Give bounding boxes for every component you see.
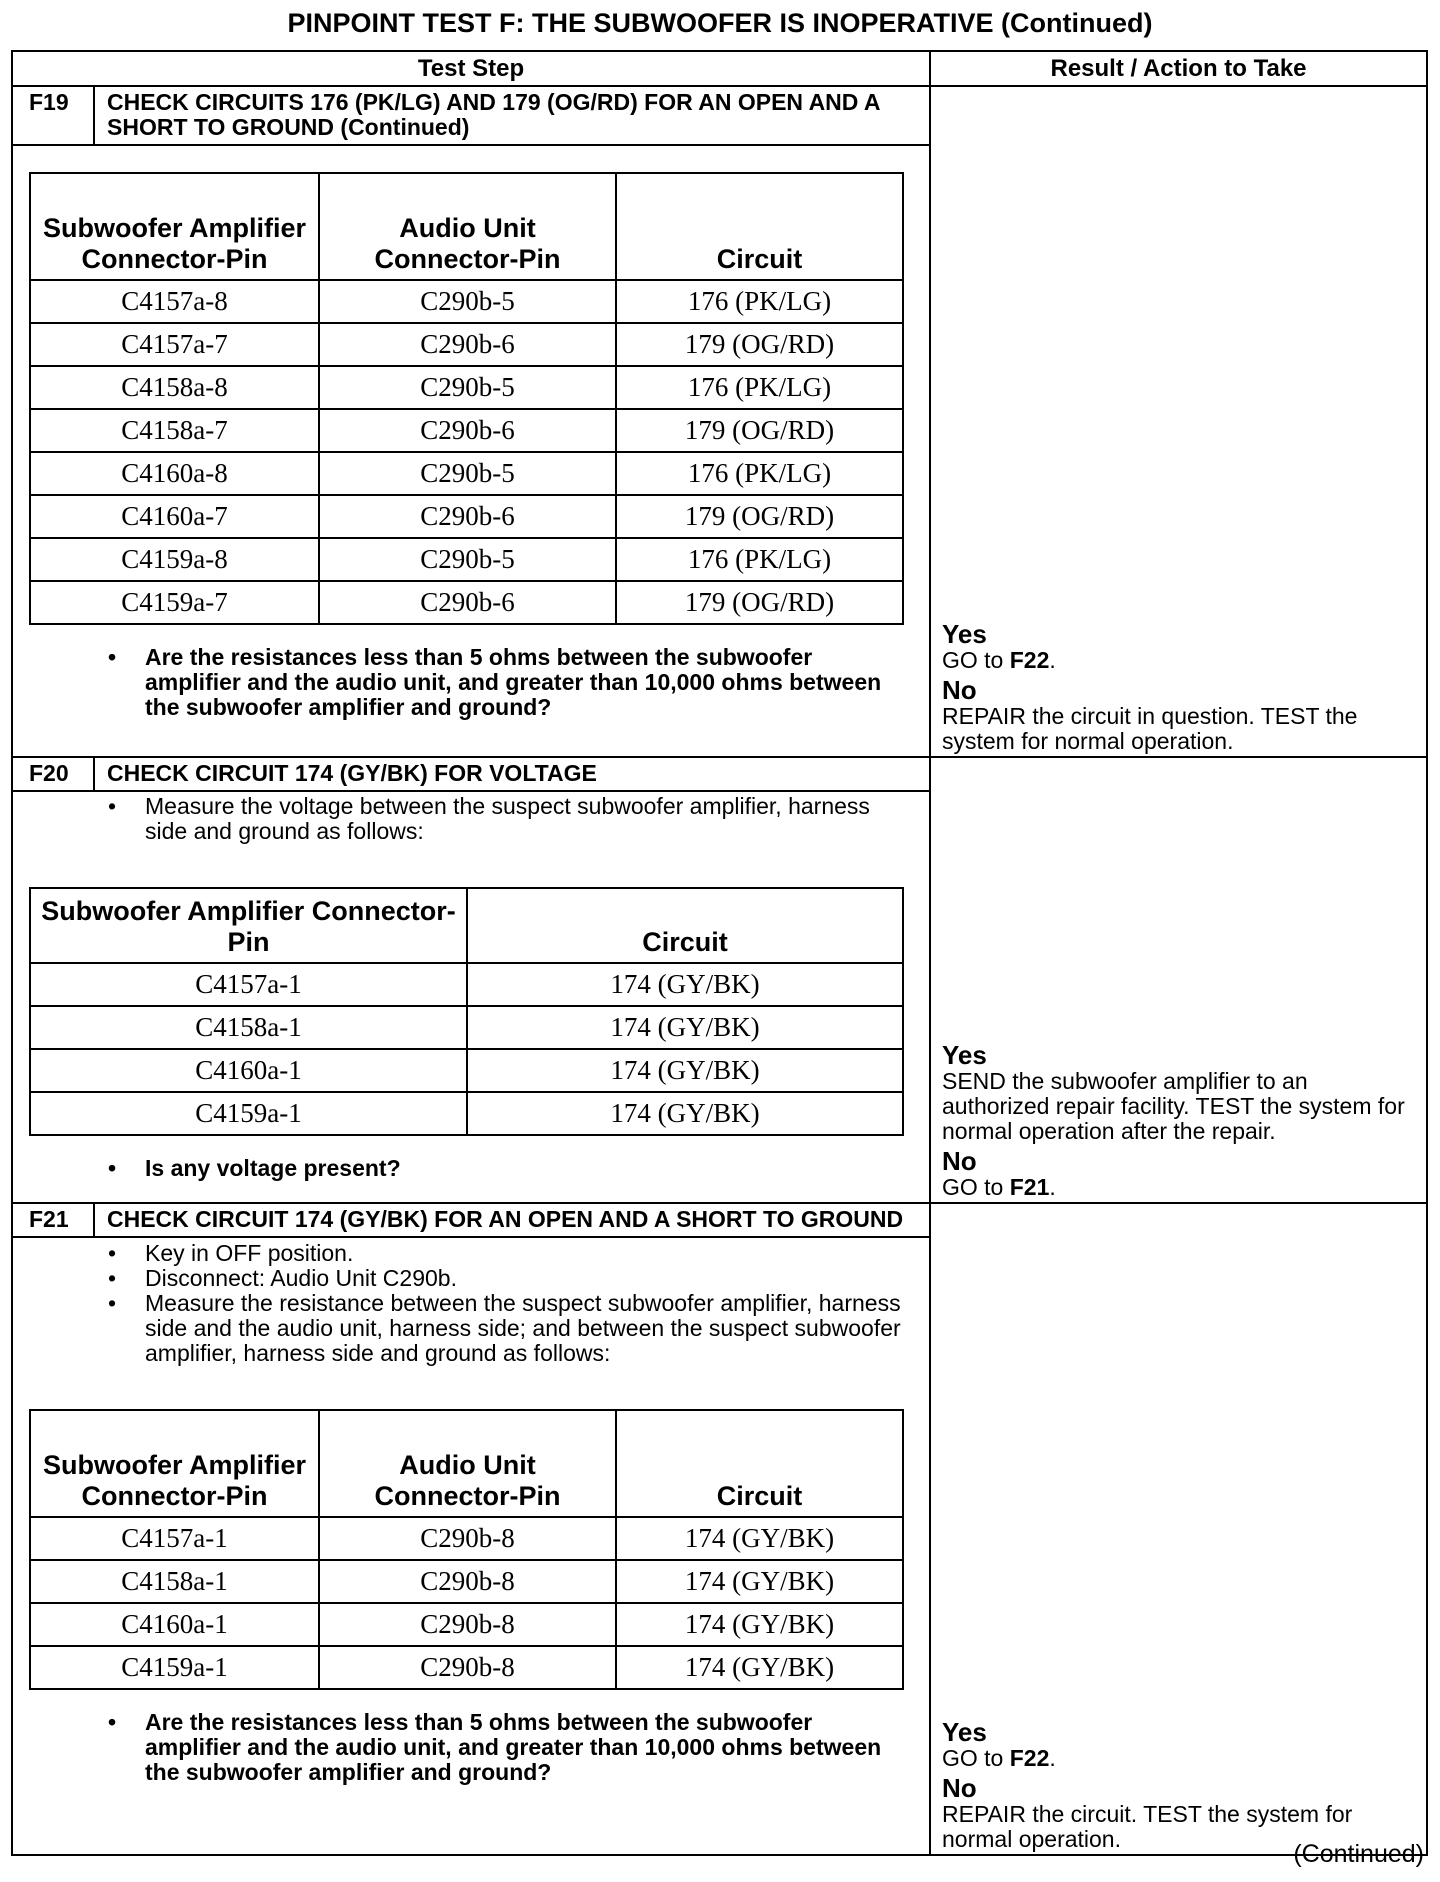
- table-body: [30, 280, 903, 624]
- table-cell: C4159a-7: [30, 581, 319, 624]
- table-row: [30, 1517, 903, 1560]
- step-row-f20: [12, 757, 1427, 1203]
- pinpoint-test-table: [11, 50, 1428, 1856]
- col-header: Circuit: [467, 888, 903, 963]
- table-cell: C290b-8: [319, 1517, 616, 1560]
- no-action: REPAIR the circuit in question. TEST the system for normal operation.: [942, 703, 1358, 754]
- result-cell-f21: [930, 1203, 1427, 1855]
- table-row: [30, 1560, 903, 1603]
- table-header-row: [30, 173, 903, 280]
- instruction: • Measure the voltage between the suspect subwoofer amplifier, harness side and ground as follows:: [13, 794, 909, 844]
- step-reference: F22: [1009, 647, 1050, 673]
- table-body: [30, 1517, 903, 1689]
- step-header-f20: [13, 758, 929, 792]
- table-cell: C290b-5: [319, 538, 616, 581]
- step-row-f19: [12, 86, 1427, 757]
- step-number: F20: [13, 758, 95, 790]
- result-cell-f19: [930, 86, 1427, 757]
- table-cell: 179 (OG/RD): [616, 323, 903, 366]
- header-row: [12, 51, 1427, 86]
- yes-action: [942, 1746, 1420, 1771]
- step-header-f21: [13, 1204, 929, 1238]
- table-cell: C4157a-1: [30, 1517, 319, 1560]
- table-cell: 174 (GY/BK): [616, 1560, 903, 1603]
- yes-label: Yes: [942, 619, 987, 649]
- table-cell: C4159a-1: [30, 1646, 319, 1689]
- page-title: PINPOINT TEST F: THE SUBWOOFER IS INOPERATIVE (Continued): [287, 8, 1153, 38]
- col-header: Circuit: [616, 173, 903, 280]
- result-block: [931, 1042, 1426, 1200]
- question: • Is any voltage present?: [13, 1156, 909, 1181]
- header-test-step: Test Step: [12, 51, 930, 86]
- step-cell-f19: [12, 86, 930, 757]
- yes-text-end: .: [1049, 647, 1056, 673]
- instruction: • Key in OFF position.: [13, 1241, 909, 1266]
- step-title: CHECK CIRCUITS 176 (PK/LG) AND 179 (OG/RD) FOR AN OPEN AND A SHORT TO GROUND (Continued): [107, 89, 880, 140]
- table-cell: 174 (GY/BK): [616, 1646, 903, 1689]
- result-cell-f20: [930, 757, 1427, 1203]
- table-header-row: [30, 888, 903, 963]
- table-cell: C290b-8: [319, 1603, 616, 1646]
- instruction-list: [13, 794, 929, 844]
- question: • Are the resistances less than 5 ohms between the subwoofer amplifier and the audio unit, and greater than 10,000 ohms between the subwoofer amplifier and ground?: [13, 645, 909, 720]
- no-text: GO to: [942, 1174, 1010, 1200]
- table-cell: C290b-6: [319, 323, 616, 366]
- table-cell: C290b-5: [319, 280, 616, 323]
- table-cell: C4160a-1: [30, 1049, 467, 1092]
- yes-label: Yes: [942, 1717, 987, 1747]
- table-cell: C4159a-1: [30, 1092, 467, 1135]
- step-number: F21: [13, 1204, 95, 1236]
- table-row: [30, 1646, 903, 1689]
- table-cell: 176 (PK/LG): [616, 452, 903, 495]
- table-row: [30, 280, 903, 323]
- connector-table-f21: [29, 1409, 904, 1690]
- yes-text: GO to: [942, 647, 1010, 673]
- table-cell: 176 (PK/LG): [616, 538, 903, 581]
- table-cell: C290b-6: [319, 581, 616, 624]
- table-row: [30, 1049, 903, 1092]
- table-cell: 174 (GY/BK): [467, 1092, 903, 1135]
- step-row-f21: [12, 1203, 1427, 1855]
- table-cell: 174 (GY/BK): [467, 963, 903, 1006]
- table-row: [30, 1092, 903, 1135]
- no-action: REPAIR the circuit. TEST the system for normal operation.: [942, 1801, 1353, 1852]
- instruction: • Measure the resistance between the suspect subwoofer amplifier, harness side and the audio unit, harness side; and between the suspect subwoofer amplifier, harness side and ground as follows:: [13, 1291, 909, 1366]
- table-cell: C4157a-7: [30, 323, 319, 366]
- table-row: [30, 963, 903, 1006]
- yes-action: [942, 648, 1420, 673]
- table-row: [30, 1006, 903, 1049]
- no-label: No: [942, 1146, 977, 1176]
- table-cell: C4157a-1: [30, 963, 467, 1006]
- continued-footer: (Continued): [1293, 1840, 1424, 1868]
- table-row: [30, 495, 903, 538]
- table-cell: C4157a-8: [30, 280, 319, 323]
- table-row: [30, 323, 903, 366]
- question-list: [13, 1156, 929, 1181]
- table-cell: C4160a-7: [30, 495, 319, 538]
- table-row: [30, 538, 903, 581]
- yes-text-end: .: [1049, 1745, 1056, 1771]
- yes-label: Yes: [942, 1040, 987, 1070]
- table-row: [30, 366, 903, 409]
- step-number: F19: [13, 87, 95, 144]
- table-cell: C4158a-1: [30, 1560, 319, 1603]
- connector-table-f19: [29, 172, 904, 625]
- table-row: [30, 1603, 903, 1646]
- table-cell: 174 (GY/BK): [467, 1049, 903, 1092]
- step-title: CHECK CIRCUIT 174 (GY/BK) FOR VOLTAGE: [107, 760, 597, 786]
- table-cell: C290b-8: [319, 1560, 616, 1603]
- table-cell: 176 (PK/LG): [616, 280, 903, 323]
- table-cell: 176 (PK/LG): [616, 366, 903, 409]
- table-cell: C290b-5: [319, 452, 616, 495]
- question-list: [13, 1710, 929, 1785]
- instruction: • Disconnect: Audio Unit C290b.: [13, 1266, 909, 1291]
- table-row: [30, 452, 903, 495]
- col-header: Subwoofer Amplifier Connector-Pin: [30, 173, 319, 280]
- table-cell: C4159a-8: [30, 538, 319, 581]
- connector-table-f20: [29, 887, 904, 1136]
- table-header-row: [30, 1410, 903, 1517]
- table-cell: 174 (GY/BK): [616, 1603, 903, 1646]
- step-reference: F22: [1009, 1745, 1050, 1771]
- result-block: [931, 1719, 1426, 1852]
- table-cell: C4160a-1: [30, 1603, 319, 1646]
- step-title: CHECK CIRCUIT 174 (GY/BK) FOR AN OPEN AND A SHORT TO GROUND: [107, 1206, 904, 1232]
- table-cell: C4158a-8: [30, 366, 319, 409]
- table-cell: C4158a-7: [30, 409, 319, 452]
- table-cell: C290b-8: [319, 1646, 616, 1689]
- step-cell-f21: [12, 1203, 930, 1855]
- no-label: No: [942, 1773, 977, 1803]
- table-cell: 174 (GY/BK): [467, 1006, 903, 1049]
- table-cell: C290b-6: [319, 495, 616, 538]
- result-block: [931, 621, 1426, 754]
- yes-action: SEND the subwoofer amplifier to an authorized repair facility. TEST the system for normal operation after the repair.: [942, 1068, 1405, 1144]
- col-header: Subwoofer Amplifier Connector-Pin: [30, 1410, 319, 1517]
- question-list: [13, 645, 929, 720]
- step-reference: F21: [1009, 1174, 1050, 1200]
- col-header: Subwoofer Amplifier Connector-Pin: [30, 888, 467, 963]
- table-cell: 179 (OG/RD): [616, 581, 903, 624]
- no-action: [942, 1175, 1420, 1200]
- no-label: No: [942, 675, 977, 705]
- table-body: [30, 963, 903, 1135]
- no-text-end: .: [1049, 1174, 1056, 1200]
- table-cell: 179 (OG/RD): [616, 495, 903, 538]
- col-header: Audio Unit Connector-Pin: [319, 173, 616, 280]
- table-row: [30, 409, 903, 452]
- header-result: Result / Action to Take: [930, 51, 1427, 86]
- step-header-f19: [13, 87, 929, 146]
- table-row: [30, 581, 903, 624]
- col-header: Circuit: [616, 1410, 903, 1517]
- table-cell: 174 (GY/BK): [616, 1517, 903, 1560]
- col-header: Audio Unit Connector-Pin: [319, 1410, 616, 1517]
- instruction-list: [13, 1241, 929, 1366]
- table-cell: C290b-5: [319, 366, 616, 409]
- table-cell: C4160a-8: [30, 452, 319, 495]
- table-cell: C290b-6: [319, 409, 616, 452]
- table-cell: 179 (OG/RD): [616, 409, 903, 452]
- table-cell: C4158a-1: [30, 1006, 467, 1049]
- step-cell-f20: [12, 757, 930, 1203]
- question: • Are the resistances less than 5 ohms between the subwoofer amplifier and the audio unit, and greater than 10,000 ohms between the subwoofer amplifier and ground?: [13, 1710, 909, 1785]
- yes-text: GO to: [942, 1745, 1010, 1771]
